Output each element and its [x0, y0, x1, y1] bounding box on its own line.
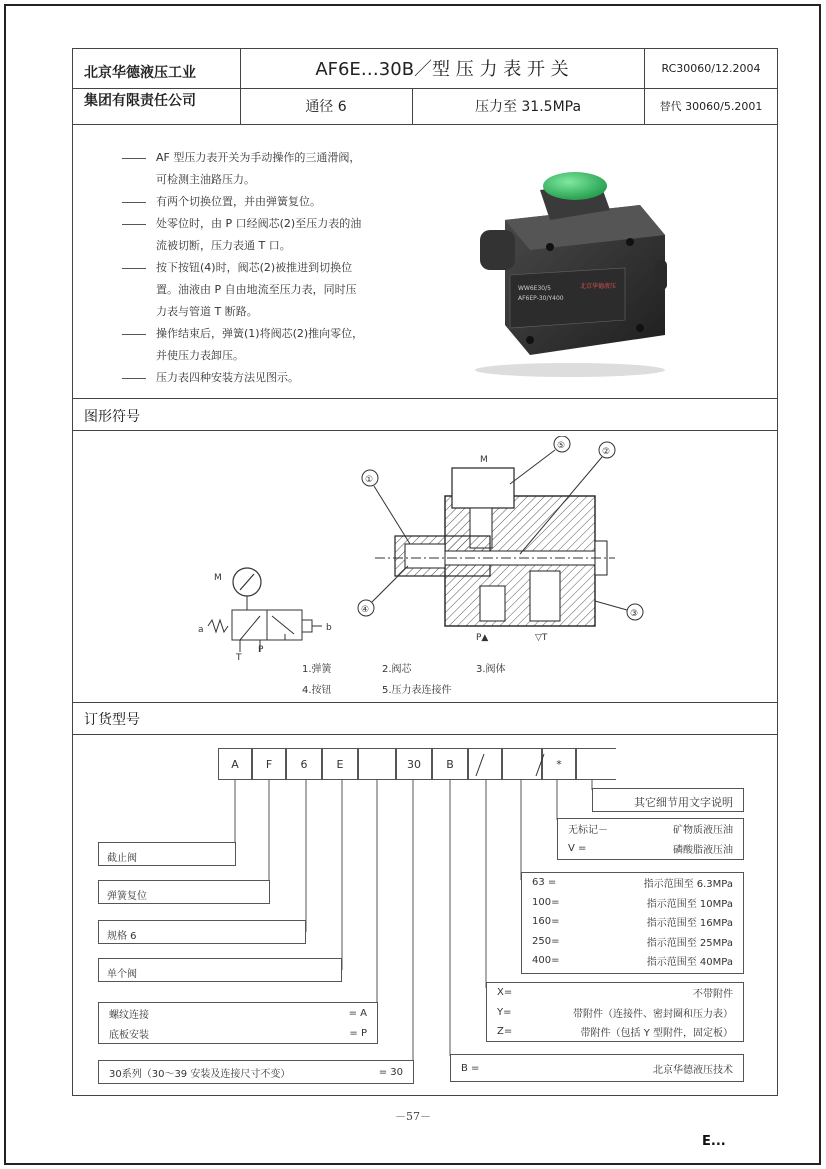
nominal-size: 通径 6 — [305, 99, 347, 115]
gauge-label: M — [214, 573, 222, 583]
order-fluid: 无标记－ 矿物质液压油 V = 磷酸脂液压油 — [557, 818, 744, 860]
subplate-label: 底板安装 — [109, 1029, 149, 1041]
callout-2: ② — [602, 447, 611, 457]
code-box: A — [218, 748, 252, 780]
code-box: F — [252, 748, 286, 780]
series-label: 30系列（30～39 安装及连接尺寸不变） — [109, 1068, 291, 1080]
feature-line: 并使压力表卸压。 — [156, 349, 244, 362]
feature-line: 置。油液由 P 自由地流至压力表，同时压 — [156, 283, 357, 296]
code-box: 30 — [396, 748, 432, 780]
order-attachments: X= 不带附件 Y= 带附件（连接件、密封圈和压力表） Z= 带附件（包括 Y 型附件，固定板） — [486, 982, 744, 1042]
nameplate-line2: AF6EP-30/Y400 — [518, 295, 564, 302]
section-p-port: P▲ — [476, 633, 489, 643]
order-ranges: 63 = 指示范围至 6.3MPa 100= 指示范围至 10MPa 160= 指示范围至 16MPa 250= 指示范围至 25MPa 400= 指示范围至 40MPa — [521, 872, 744, 974]
subplate-code: = P — [349, 1027, 367, 1039]
symbol-p: P — [258, 645, 264, 655]
feature-line: 流被切断，压力表通 T 口。 — [156, 239, 291, 252]
legend-item: 2.阀芯 — [382, 664, 412, 675]
feature-line: AF 型压力表开关为手动操作的三通滑阀， — [122, 147, 412, 169]
order-b-code: B = 北京华德液压技术 — [450, 1054, 744, 1082]
footer-mark: E... — [702, 1134, 726, 1149]
code-box: 6 — [286, 748, 322, 780]
feature-line: 操作结束后，弹簧(1)将阀芯(2)推向零位， — [122, 323, 412, 345]
feature-line: 按下按钮(4)时，阀芯(2)被推进到切换位 — [122, 257, 412, 279]
section-title-symbol: 图形符号 — [84, 409, 140, 425]
section-t-port: ▽T — [535, 633, 548, 643]
page-number: －57－ — [395, 1110, 431, 1123]
section-top-port: M — [480, 455, 488, 465]
feature-line: 处零位时，由 P 口经阀芯(2)至压力表的油 — [122, 213, 412, 235]
legend-item: 5.压力表连接件 — [382, 685, 452, 696]
series-code: = 30 — [378, 1066, 403, 1078]
company-line2: 集团有限责任公司 — [84, 93, 196, 109]
feature-line: 有两个切换位置，并由弹簧复位。 — [122, 191, 412, 213]
callout-5: ⑤ — [557, 441, 566, 451]
doc-code: RC30060/12.2004 — [661, 61, 761, 75]
callout-1: ① — [365, 475, 374, 485]
nameplate-brand: 北京华德液压 — [580, 283, 617, 290]
order-connection — [98, 1002, 378, 1044]
callout-4: ④ — [361, 605, 370, 615]
threaded-code: = A — [348, 1007, 367, 1019]
order-series — [98, 1060, 414, 1084]
callout-3: ③ — [630, 609, 639, 619]
code-box: E — [322, 748, 358, 780]
symbol-b: b — [326, 623, 332, 633]
replaces: 替代 30060/5.2001 — [659, 100, 763, 113]
legend-item: 4.按钮 — [302, 685, 332, 696]
legend-item: 3.阀体 — [476, 664, 506, 675]
symbol-a: a — [198, 625, 204, 635]
order-single-valve: 单个阀 — [98, 958, 342, 982]
threaded-label: 螺纹连接 — [109, 1009, 149, 1021]
code-box: B — [432, 748, 468, 780]
company-line1: 北京华德液压工业 — [84, 65, 196, 81]
legend-item: 1.弹簧 — [302, 664, 332, 675]
page-title: AF6E…30B／型 压 力 表 开 关 — [315, 59, 569, 80]
order-other: 其它细节用文字说明 — [592, 788, 744, 812]
order-spring-return: 弹簧复位 — [98, 880, 270, 904]
order-size6: 规格 6 — [98, 920, 306, 944]
feature-line: 力表与管道 T 断路。 — [156, 305, 258, 318]
code-box: * — [542, 748, 576, 780]
max-pressure: 压力至 31.5MPa — [474, 99, 582, 115]
feature-line: 压力表四种安装方法见图示。 — [122, 367, 412, 389]
feature-line: 可检测主油路压力。 — [156, 173, 255, 186]
symbol-t: T — [236, 653, 242, 660]
section-title-ordering: 订货型号 — [84, 712, 140, 728]
order-stop-valve: 截止阀 — [98, 842, 236, 866]
nameplate-line1: WW6E30/5 — [518, 285, 551, 292]
